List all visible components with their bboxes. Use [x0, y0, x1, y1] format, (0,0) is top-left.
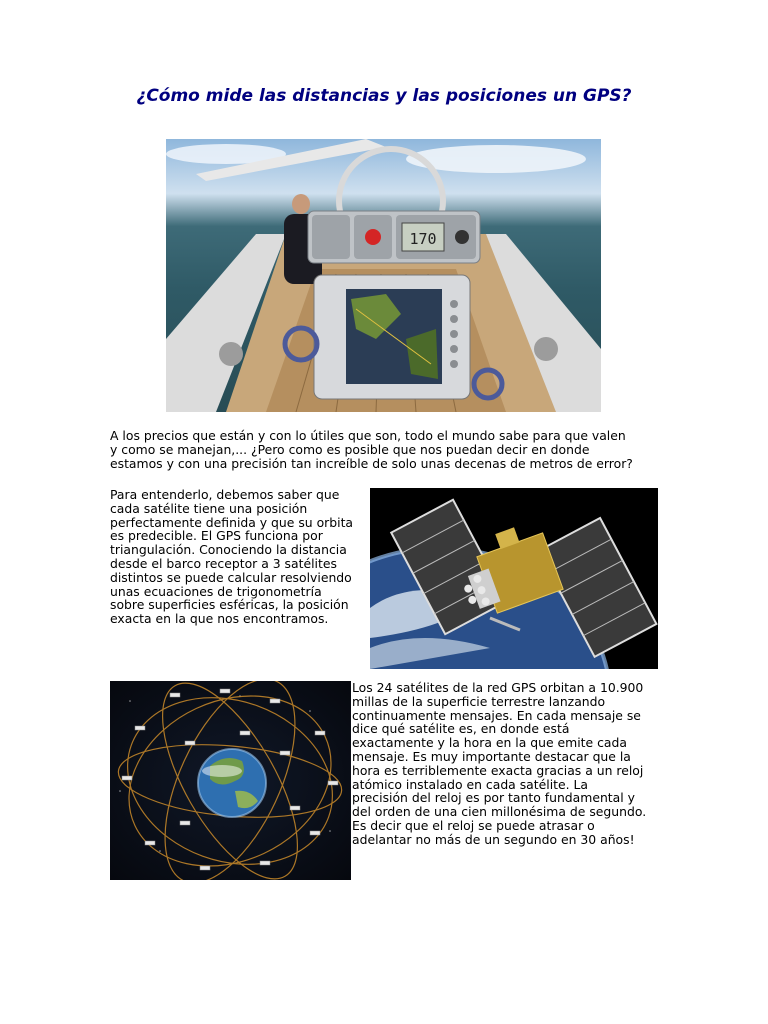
instrument-readout: 170: [409, 230, 437, 248]
sailboat-cockpit-photo: [166, 139, 601, 412]
gps-constellation-image: [110, 681, 351, 880]
constellation-paragraph: Los 24 satélites de la red GPS orbitan a 10.900 millas de la superficie terrestre lanzando continuamente mensajes. En cada mensaje se dice qué satélite es, en donde está exactamente y la hora en la que emite cada mensaje. Es muy importante destacar que la hora es terriblemente exacta gracias a un reloj atómico instalado en cada satélite. La precisión del reloj es por tanto fundamental y del orden de una cien millonésima de segundo. Es decir que el reloj se puede atrasar o adelantar no más de un segundo en 30 años!: [352, 680, 647, 847]
gps-satellite-photo: [370, 488, 658, 669]
intro-paragraph: A los precios que están y con lo útiles que son, todo el mundo sabe para que valen y como se manejan,... ¿Pero como es posible que nos puedan decir en donde estamos y con una precisión tan increíble de solo unas decenas de metros de error?: [110, 428, 633, 471]
triangulation-paragraph: Para entenderlo, debemos saber que cada satélite tiene una posición perfectamente definida y que su orbita es predecible. El GPS funciona por triangulación. Conociendo la distancia desde el barco receptor a 3 satélites distintos se puede calcular resolviendo unas ecuaciones de trigonometría sobre superficies esféricas, la posición exacta en la que nos encontramos.: [110, 487, 354, 627]
page-title: ¿Cómo mide las distancias y las posiciones un GPS?: [136, 86, 632, 106]
